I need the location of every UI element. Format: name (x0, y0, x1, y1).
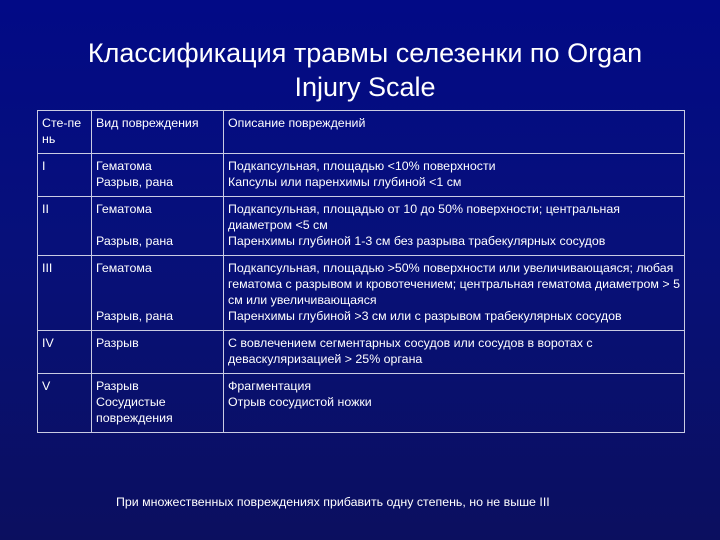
type-line: Разрыв (96, 379, 139, 393)
grade-cell: III (38, 256, 92, 331)
header-type: Вид повреждения (92, 111, 224, 154)
type-line: Сосудистые повреждения (96, 395, 173, 425)
type-line: Гематома (96, 202, 152, 216)
title-line-1: Классификация травмы селезенки по Organ (87, 38, 643, 68)
description-line: Паренхимы глубиной 1-3 см без разрыва трабекулярных сосудов (228, 234, 606, 248)
table-row (38, 256, 685, 331)
description-cell (224, 256, 685, 331)
table-row (38, 154, 685, 197)
header-grade: Сте-пень (38, 111, 92, 154)
table-header-row (38, 111, 685, 154)
grade-cell: II (38, 197, 92, 256)
type-cell (92, 154, 224, 197)
type-line: Разрыв, рана (96, 175, 174, 189)
description-line: Подкапсульная, площадью от 10 до 50% поверхности; центральная диаметром <5 см (228, 202, 620, 232)
description-line: С вовлечением сегментарных сосудов или сосудов в воротах с деваскуляризацией > 25% органа (228, 336, 593, 366)
description-line: Паренхимы глубиной >3 см или с разрывом трабекулярных сосудов (228, 309, 622, 323)
footnote: При множественных повреждениях прибавить одну степень, но не выше III (116, 495, 550, 509)
type-line: Гематома (96, 261, 152, 275)
type-line: Гематома (96, 159, 152, 173)
grade-cell: I (38, 154, 92, 197)
grade-cell: V (38, 374, 92, 433)
type-cell (92, 331, 224, 374)
table-row (38, 374, 685, 433)
slide-title (60, 36, 670, 104)
description-line: Подкапсульная, площадью <10% поверхности (228, 159, 496, 173)
table-row (38, 197, 685, 256)
injury-scale-table (37, 110, 685, 433)
type-line: Разрыв, рана (96, 309, 174, 323)
header-description: Описание повреждений (224, 111, 685, 154)
type-cell (92, 197, 224, 256)
type-line: Разрыв (96, 336, 139, 350)
type-cell (92, 256, 224, 331)
description-line: Фрагментация (228, 379, 312, 393)
type-line: Разрыв, рана (96, 234, 174, 248)
table-row (38, 331, 685, 374)
description-line: Подкапсульная, площадью >50% поверхности или увеличивающаяся; любая гематома с разрывом и кровотечением; центральная гематома диаметром > 5 см или увеличивающаяся (228, 261, 680, 307)
description-line: Капсулы или паренхимы глубиной <1 см (228, 175, 462, 189)
grade-cell: IV (38, 331, 92, 374)
description-cell (224, 331, 685, 374)
description-line: Отрыв сосудистой ножки (228, 395, 372, 409)
title-line-2: Injury Scale (294, 72, 436, 102)
type-cell (92, 374, 224, 433)
description-cell (224, 374, 685, 433)
description-cell (224, 197, 685, 256)
description-cell (224, 154, 685, 197)
